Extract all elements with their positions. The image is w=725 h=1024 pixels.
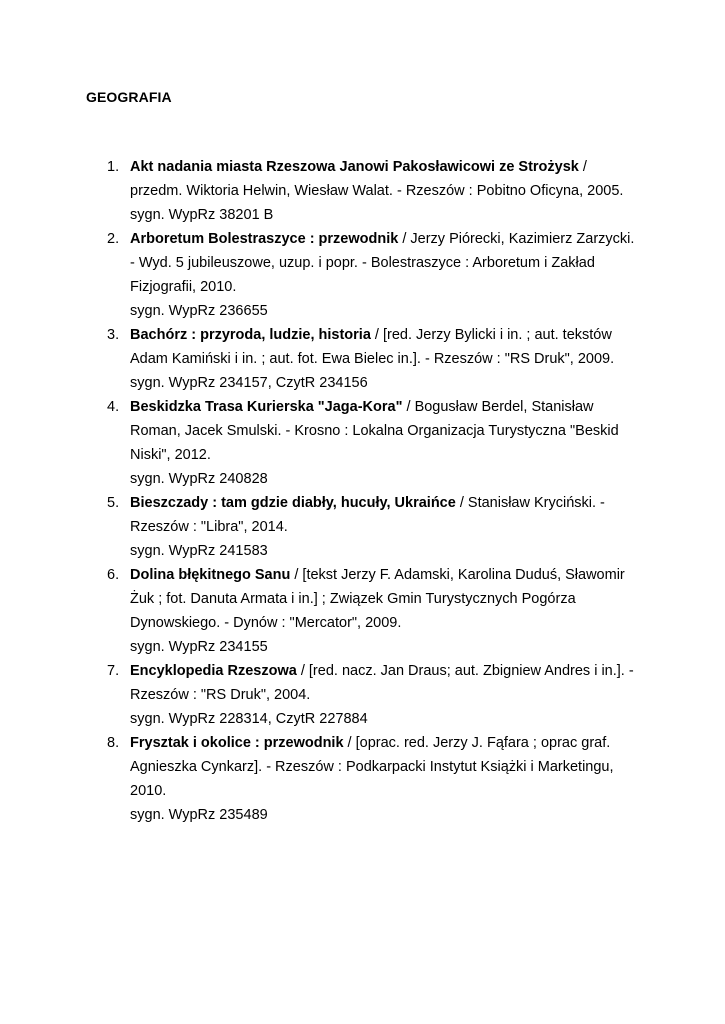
- entry-details: / Stanisław Kryciński. - Rzeszów : "Libra", 2014.: [130, 495, 605, 535]
- entry-call-number: sygn. WypRz 240828: [130, 471, 268, 487]
- entry-call-number: sygn. WypRz 235489: [130, 807, 268, 823]
- entry-call-number: sygn. WypRz 234157, CzytR 234156: [130, 375, 368, 391]
- entry-title: Frysztak i okolice : przewodnik: [130, 735, 344, 751]
- bibliography-entry: [0, 323, 725, 395]
- entry-number: 7.: [107, 663, 120, 679]
- entry-details: / [tekst Jerzy F. Adamski, Karolina Duduś, Sławomir Żuk ; fot. Danuta Armata i in.] ; Związek Gmin Turystycznych Pogórza Dynowskiego. - Dynów : "Mercator", 2009.: [130, 567, 625, 631]
- bibliography-entry: [0, 659, 725, 731]
- entry-details: / Jerzy Piórecki, Kazimierz Zarzycki. - Wyd. 5 jubileuszowe, uzup. i popr. - Bolestraszyce : Arboretum i Zakład Fizjografii, 2010.: [130, 231, 635, 295]
- entry-details: / Bogusław Berdel, Stanisław Roman, Jacek Smulski. - Krosno : Lokalna Organizacja Turystyczna "Beskid Niski", 2012.: [130, 399, 619, 463]
- section-heading: GEOGRAFIA: [86, 89, 172, 105]
- entry-number: 6.: [107, 567, 120, 583]
- bibliography-list: [0, 155, 725, 827]
- bibliography-entry: [0, 227, 725, 323]
- entry-number: 4.: [107, 399, 120, 415]
- entry-number: 1.: [107, 159, 120, 175]
- entry-details: / przedm. Wiktoria Helwin, Wiesław Walat. - Rzeszów : Pobitno Oficyna, 2005.: [130, 159, 624, 199]
- entry-details: / [red. nacz. Jan Draus; aut. Zbigniew Andres i in.]. - Rzeszów : "RS Druk", 2004.: [130, 663, 634, 703]
- entry-details: / [oprac. red. Jerzy J. Fąfara ; oprac graf. Agnieszka Cynkarz]. - Rzeszów : Podkarpacki Instytut Książki i Marketingu, 2010.: [130, 735, 614, 799]
- entry-title: Bieszczady : tam gdzie diabły, hucuły, Ukraińce: [130, 495, 456, 511]
- entry-title: Dolina błękitnego Sanu: [130, 567, 291, 583]
- entry-number: 2.: [107, 231, 120, 247]
- bibliography-entry: [0, 563, 725, 659]
- entry-call-number: sygn. WypRz 228314, CzytR 227884: [130, 711, 368, 727]
- entry-call-number: sygn. WypRz 38201 B: [130, 207, 274, 223]
- entry-title: Arboretum Bolestraszyce : przewodnik: [130, 231, 399, 247]
- bibliography-entry: [0, 155, 725, 227]
- entry-number: 3.: [107, 327, 120, 343]
- entry-title: Encyklopedia Rzeszowa: [130, 663, 297, 679]
- entry-number: 8.: [107, 735, 120, 751]
- entry-call-number: sygn. WypRz 234155: [130, 639, 268, 655]
- bibliography-entry: [0, 491, 725, 563]
- bibliography-entry: [0, 395, 725, 491]
- entry-title: Akt nadania miasta Rzeszowa Janowi Pakosławicowi ze Strożysk: [130, 159, 579, 175]
- entry-title: Beskidzka Trasa Kurierska "Jaga-Kora": [130, 399, 403, 415]
- entry-call-number: sygn. WypRz 236655: [130, 303, 268, 319]
- entry-number: 5.: [107, 495, 120, 511]
- entry-title: Bachórz : przyroda, ludzie, historia: [130, 327, 371, 343]
- entry-details: / [red. Jerzy Bylicki i in. ; aut. tekstów Adam Kamiński i in. ; aut. fot. Ewa Bielec in.]. - Rzeszów : "RS Druk", 2009.: [130, 327, 615, 367]
- entry-call-number: sygn. WypRz 241583: [130, 543, 268, 559]
- bibliography-entry: [0, 731, 725, 827]
